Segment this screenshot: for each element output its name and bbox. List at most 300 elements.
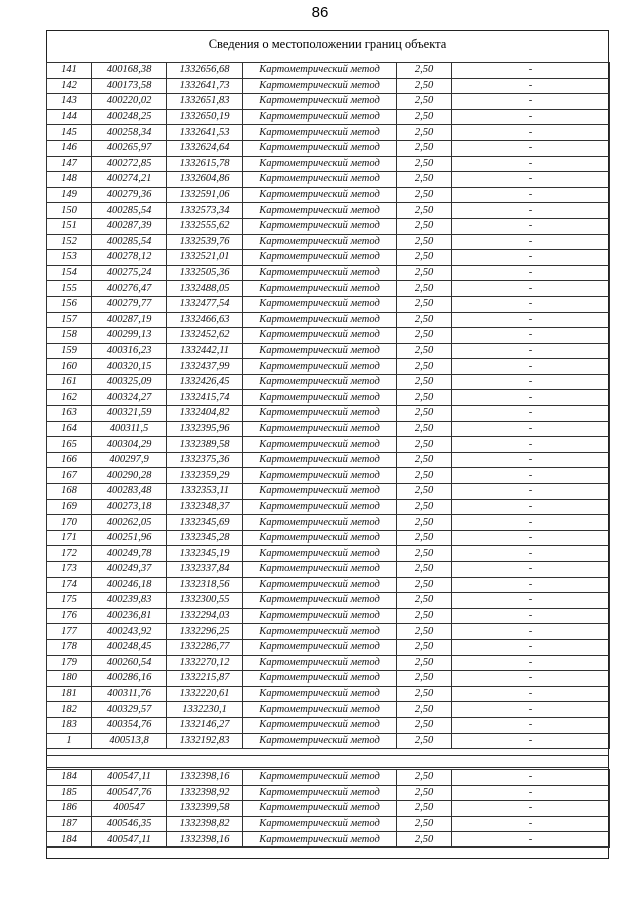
x-coordinate-cell: 400248,25 [92, 109, 167, 125]
point-number-cell: 170 [47, 515, 92, 531]
x-coordinate-cell: 400249,37 [92, 562, 167, 578]
y-coordinate-cell: 1332345,19 [167, 546, 243, 562]
accuracy-cell: 2,50 [397, 421, 452, 437]
point-number-cell: 186 [47, 801, 92, 817]
x-coordinate-cell: 400248,45 [92, 639, 167, 655]
accuracy-cell: 2,50 [397, 218, 452, 234]
method-cell: Картометрический метод [243, 608, 397, 624]
point-number-cell: 167 [47, 468, 92, 484]
accuracy-cell: 2,50 [397, 770, 452, 786]
method-cell: Картометрический метод [243, 717, 397, 733]
x-coordinate-cell: 400265,97 [92, 140, 167, 156]
table-row [47, 359, 610, 375]
table-row [47, 437, 610, 453]
table-separator-row [46, 755, 609, 768]
table-row [47, 562, 610, 578]
point-number-cell: 155 [47, 281, 92, 297]
method-cell: Картометрический метод [243, 785, 397, 801]
x-coordinate-cell: 400329,57 [92, 702, 167, 718]
table-row [47, 421, 610, 437]
table-row [47, 406, 610, 422]
table-row [47, 816, 610, 832]
description-cell: - [452, 250, 610, 266]
method-cell: Картометрический метод [243, 832, 397, 848]
description-cell: - [452, 296, 610, 312]
point-number-cell: 168 [47, 484, 92, 500]
description-cell: - [452, 702, 610, 718]
table-row [47, 546, 610, 562]
x-coordinate-cell: 400325,09 [92, 374, 167, 390]
accuracy-cell: 2,50 [397, 250, 452, 266]
description-cell: - [452, 593, 610, 609]
y-coordinate-cell: 1332389,58 [167, 437, 243, 453]
description-cell: - [452, 421, 610, 437]
table-row [47, 770, 610, 786]
point-number-cell: 184 [47, 832, 92, 848]
method-cell: Картометрический метод [243, 218, 397, 234]
point-number-cell: 174 [47, 577, 92, 593]
x-coordinate-cell: 400239,83 [92, 593, 167, 609]
description-cell: - [452, 437, 610, 453]
description-cell: - [452, 801, 610, 817]
point-number-cell: 163 [47, 406, 92, 422]
accuracy-cell: 2,50 [397, 437, 452, 453]
accuracy-cell: 2,50 [397, 187, 452, 203]
y-coordinate-cell: 1332539,76 [167, 234, 243, 250]
method-cell: Картометрический метод [243, 437, 397, 453]
table-row [47, 63, 610, 79]
point-number-cell: 142 [47, 78, 92, 94]
x-coordinate-cell: 400354,76 [92, 717, 167, 733]
accuracy-cell: 2,50 [397, 499, 452, 515]
coordinates-table [46, 62, 610, 749]
table-row [47, 785, 610, 801]
accuracy-cell: 2,50 [397, 785, 452, 801]
point-number-cell: 164 [47, 421, 92, 437]
x-coordinate-cell: 400311,76 [92, 686, 167, 702]
method-cell: Картометрический метод [243, 374, 397, 390]
y-coordinate-cell: 1332404,82 [167, 406, 243, 422]
description-cell: - [452, 172, 610, 188]
y-coordinate-cell: 1332477,54 [167, 296, 243, 312]
accuracy-cell: 2,50 [397, 343, 452, 359]
description-cell: - [452, 655, 610, 671]
accuracy-cell: 2,50 [397, 468, 452, 484]
point-number-cell: 147 [47, 156, 92, 172]
x-coordinate-cell: 400287,39 [92, 218, 167, 234]
description-cell: - [452, 484, 610, 500]
table-row [47, 468, 610, 484]
description-cell: - [452, 187, 610, 203]
x-coordinate-cell: 400272,85 [92, 156, 167, 172]
x-coordinate-cell: 400275,24 [92, 265, 167, 281]
description-cell: - [452, 546, 610, 562]
method-cell: Картометрический метод [243, 421, 397, 437]
method-cell: Картометрический метод [243, 328, 397, 344]
accuracy-cell: 2,50 [397, 281, 452, 297]
description-cell: - [452, 770, 610, 786]
y-coordinate-cell: 1332294,03 [167, 608, 243, 624]
x-coordinate-cell: 400262,05 [92, 515, 167, 531]
method-cell: Картометрический метод [243, 452, 397, 468]
y-coordinate-cell: 1332353,11 [167, 484, 243, 500]
method-cell: Картометрический метод [243, 655, 397, 671]
x-coordinate-cell: 400285,54 [92, 203, 167, 219]
table-row [47, 312, 610, 328]
x-coordinate-cell: 400547,11 [92, 832, 167, 848]
table-row [47, 234, 610, 250]
point-number-cell: 146 [47, 140, 92, 156]
table-row [47, 671, 610, 687]
y-coordinate-cell: 1332651,83 [167, 94, 243, 110]
method-cell: Картометрический метод [243, 234, 397, 250]
y-coordinate-cell: 1332399,58 [167, 801, 243, 817]
description-cell: - [452, 686, 610, 702]
y-coordinate-cell: 1332573,34 [167, 203, 243, 219]
point-number-cell: 185 [47, 785, 92, 801]
y-coordinate-cell: 1332426,45 [167, 374, 243, 390]
table-row [47, 515, 610, 531]
description-cell: - [452, 717, 610, 733]
accuracy-cell: 2,50 [397, 109, 452, 125]
y-coordinate-cell: 1332555,62 [167, 218, 243, 234]
x-coordinate-cell: 400249,78 [92, 546, 167, 562]
point-number-cell: 169 [47, 499, 92, 515]
point-number-cell: 150 [47, 203, 92, 219]
x-coordinate-cell: 400274,21 [92, 172, 167, 188]
table-row [47, 593, 610, 609]
accuracy-cell: 2,50 [397, 312, 452, 328]
accuracy-cell: 2,50 [397, 530, 452, 546]
y-coordinate-cell: 1332437,99 [167, 359, 243, 375]
method-cell: Картометрический метод [243, 546, 397, 562]
description-cell: - [452, 452, 610, 468]
description-cell: - [452, 63, 610, 79]
x-coordinate-cell: 400304,29 [92, 437, 167, 453]
description-cell: - [452, 608, 610, 624]
method-cell: Картометрический метод [243, 156, 397, 172]
table-row [47, 78, 610, 94]
method-cell: Картометрический метод [243, 686, 397, 702]
x-coordinate-cell: 400287,19 [92, 312, 167, 328]
x-coordinate-cell: 400316,23 [92, 343, 167, 359]
y-coordinate-cell: 1332395,96 [167, 421, 243, 437]
accuracy-cell: 2,50 [397, 655, 452, 671]
description-cell: - [452, 234, 610, 250]
x-coordinate-cell: 400324,27 [92, 390, 167, 406]
accuracy-cell: 2,50 [397, 562, 452, 578]
description-cell: - [452, 343, 610, 359]
y-coordinate-cell: 1332615,78 [167, 156, 243, 172]
accuracy-cell: 2,50 [397, 624, 452, 640]
y-coordinate-cell: 1332192,83 [167, 733, 243, 749]
table-row [47, 484, 610, 500]
x-coordinate-cell: 400278,12 [92, 250, 167, 266]
point-number-cell: 156 [47, 296, 92, 312]
description-cell: - [452, 639, 610, 655]
description-cell: - [452, 577, 610, 593]
x-coordinate-cell: 400243,92 [92, 624, 167, 640]
x-coordinate-cell: 400279,77 [92, 296, 167, 312]
accuracy-cell: 2,50 [397, 359, 452, 375]
method-cell: Картометрический метод [243, 702, 397, 718]
method-cell: Картометрический метод [243, 140, 397, 156]
method-cell: Картометрический метод [243, 733, 397, 749]
point-number-cell: 159 [47, 343, 92, 359]
accuracy-cell: 2,50 [397, 608, 452, 624]
x-coordinate-cell: 400236,81 [92, 608, 167, 624]
y-coordinate-cell: 1332345,28 [167, 530, 243, 546]
point-number-cell: 160 [47, 359, 92, 375]
accuracy-cell: 2,50 [397, 172, 452, 188]
point-number-cell: 166 [47, 452, 92, 468]
y-coordinate-cell: 1332359,29 [167, 468, 243, 484]
x-coordinate-cell: 400320,15 [92, 359, 167, 375]
point-number-cell: 181 [47, 686, 92, 702]
description-cell: - [452, 125, 610, 141]
point-number-cell: 161 [47, 374, 92, 390]
table-row [47, 499, 610, 515]
x-coordinate-cell: 400273,18 [92, 499, 167, 515]
accuracy-cell: 2,50 [397, 406, 452, 422]
method-cell: Картометрический метод [243, 562, 397, 578]
point-number-cell: 172 [47, 546, 92, 562]
table-row [47, 577, 610, 593]
x-coordinate-cell: 400220,02 [92, 94, 167, 110]
method-cell: Картометрический метод [243, 203, 397, 219]
point-number-cell: 171 [47, 530, 92, 546]
method-cell: Картометрический метод [243, 770, 397, 786]
y-coordinate-cell: 1332318,56 [167, 577, 243, 593]
point-number-cell: 162 [47, 390, 92, 406]
point-number-cell: 173 [47, 562, 92, 578]
y-coordinate-cell: 1332375,36 [167, 452, 243, 468]
table-row [47, 374, 610, 390]
table-row [47, 390, 610, 406]
table-row [47, 203, 610, 219]
accuracy-cell: 2,50 [397, 78, 452, 94]
method-cell: Картометрический метод [243, 296, 397, 312]
point-number-cell: 152 [47, 234, 92, 250]
description-cell: - [452, 816, 610, 832]
x-coordinate-cell: 400547 [92, 801, 167, 817]
table-row [47, 530, 610, 546]
table-row [47, 801, 610, 817]
description-cell: - [452, 515, 610, 531]
accuracy-cell: 2,50 [397, 484, 452, 500]
method-cell: Картометрический метод [243, 281, 397, 297]
table-row [47, 156, 610, 172]
description-cell: - [452, 406, 610, 422]
table-row [47, 624, 610, 640]
point-number-cell: 184 [47, 770, 92, 786]
description-cell: - [452, 140, 610, 156]
y-coordinate-cell: 1332398,16 [167, 770, 243, 786]
method-cell: Картометрический метод [243, 468, 397, 484]
description-cell: - [452, 156, 610, 172]
accuracy-cell: 2,50 [397, 702, 452, 718]
accuracy-cell: 2,50 [397, 671, 452, 687]
table-title: Сведения о местоположении границ объекта [208, 37, 447, 51]
description-cell: - [452, 390, 610, 406]
accuracy-cell: 2,50 [397, 63, 452, 79]
method-cell: Картометрический метод [243, 593, 397, 609]
table-row [47, 655, 610, 671]
point-number-cell: 180 [47, 671, 92, 687]
x-coordinate-cell: 400260,54 [92, 655, 167, 671]
table-row [47, 686, 610, 702]
table-row [47, 328, 610, 344]
accuracy-cell: 2,50 [397, 832, 452, 848]
table-row [47, 639, 610, 655]
accuracy-cell: 2,50 [397, 577, 452, 593]
y-coordinate-cell: 1332505,36 [167, 265, 243, 281]
description-cell: - [452, 328, 610, 344]
method-cell: Картометрический метод [243, 109, 397, 125]
y-coordinate-cell: 1332442,11 [167, 343, 243, 359]
x-coordinate-cell: 400285,54 [92, 234, 167, 250]
x-coordinate-cell: 400168,38 [92, 63, 167, 79]
accuracy-cell: 2,50 [397, 452, 452, 468]
x-coordinate-cell: 400251,96 [92, 530, 167, 546]
description-cell: - [452, 94, 610, 110]
description-cell: - [452, 468, 610, 484]
method-cell: Картометрический метод [243, 265, 397, 281]
y-coordinate-cell: 1332604,86 [167, 172, 243, 188]
description-cell: - [452, 78, 610, 94]
table-row [47, 281, 610, 297]
x-coordinate-cell: 400279,36 [92, 187, 167, 203]
accuracy-cell: 2,50 [397, 234, 452, 250]
y-coordinate-cell: 1332300,55 [167, 593, 243, 609]
method-cell: Картометрический метод [243, 359, 397, 375]
point-number-cell: 177 [47, 624, 92, 640]
y-coordinate-cell: 1332466,63 [167, 312, 243, 328]
accuracy-cell: 2,50 [397, 733, 452, 749]
description-cell: - [452, 733, 610, 749]
y-coordinate-cell: 1332398,92 [167, 785, 243, 801]
y-coordinate-cell: 1332624,64 [167, 140, 243, 156]
method-cell: Картометрический метод [243, 250, 397, 266]
table-row [47, 702, 610, 718]
point-number-cell: 148 [47, 172, 92, 188]
method-cell: Картометрический метод [243, 94, 397, 110]
x-coordinate-cell: 400299,13 [92, 328, 167, 344]
point-number-cell: 151 [47, 218, 92, 234]
table-row [47, 608, 610, 624]
accuracy-cell: 2,50 [397, 203, 452, 219]
x-coordinate-cell: 400290,28 [92, 468, 167, 484]
method-cell: Картометрический метод [243, 63, 397, 79]
y-coordinate-cell: 1332415,74 [167, 390, 243, 406]
description-cell: - [452, 499, 610, 515]
accuracy-cell: 2,50 [397, 801, 452, 817]
table-row [47, 218, 610, 234]
table-row [47, 452, 610, 468]
description-cell: - [452, 530, 610, 546]
method-cell: Картометрический метод [243, 577, 397, 593]
accuracy-cell: 2,50 [397, 546, 452, 562]
point-number-cell: 145 [47, 125, 92, 141]
table-row [47, 733, 610, 749]
method-cell: Картометрический метод [243, 406, 397, 422]
accuracy-cell: 2,50 [397, 296, 452, 312]
accuracy-cell: 2,50 [397, 717, 452, 733]
point-number-cell: 154 [47, 265, 92, 281]
description-cell: - [452, 562, 610, 578]
table-row [47, 140, 610, 156]
y-coordinate-cell: 1332337,84 [167, 562, 243, 578]
description-cell: - [452, 624, 610, 640]
table-row [47, 343, 610, 359]
table-bottom-rule [46, 846, 609, 847]
x-coordinate-cell: 400246,18 [92, 577, 167, 593]
y-coordinate-cell: 1332521,01 [167, 250, 243, 266]
point-number-cell: 157 [47, 312, 92, 328]
y-coordinate-cell: 1332146,27 [167, 717, 243, 733]
accuracy-cell: 2,50 [397, 94, 452, 110]
y-coordinate-cell: 1332398,82 [167, 816, 243, 832]
table-row [47, 172, 610, 188]
method-cell: Картометрический метод [243, 499, 397, 515]
description-cell: - [452, 785, 610, 801]
accuracy-cell: 2,50 [397, 639, 452, 655]
method-cell: Картометрический метод [243, 816, 397, 832]
x-coordinate-cell: 400311,5 [92, 421, 167, 437]
accuracy-cell: 2,50 [397, 515, 452, 531]
x-coordinate-cell: 400321,59 [92, 406, 167, 422]
y-coordinate-cell: 1332452,62 [167, 328, 243, 344]
accuracy-cell: 2,50 [397, 686, 452, 702]
accuracy-cell: 2,50 [397, 156, 452, 172]
description-cell: - [452, 203, 610, 219]
point-number-cell: 165 [47, 437, 92, 453]
description-cell: - [452, 832, 610, 848]
description-cell: - [452, 218, 610, 234]
y-coordinate-cell: 1332270,12 [167, 655, 243, 671]
table-row [47, 109, 610, 125]
method-cell: Картометрический метод [243, 530, 397, 546]
accuracy-cell: 2,50 [397, 125, 452, 141]
point-number-cell: 176 [47, 608, 92, 624]
accuracy-cell: 2,50 [397, 593, 452, 609]
method-cell: Картометрический метод [243, 343, 397, 359]
x-coordinate-cell: 400283,48 [92, 484, 167, 500]
x-coordinate-cell: 400297,9 [92, 452, 167, 468]
method-cell: Картометрический метод [243, 390, 397, 406]
accuracy-cell: 2,50 [397, 328, 452, 344]
x-coordinate-cell: 400547,76 [92, 785, 167, 801]
description-cell: - [452, 312, 610, 328]
point-number-cell: 187 [47, 816, 92, 832]
y-coordinate-cell: 1332488,05 [167, 281, 243, 297]
point-number-cell: 144 [47, 109, 92, 125]
x-coordinate-cell: 400546,35 [92, 816, 167, 832]
point-number-cell: 175 [47, 593, 92, 609]
table-row [47, 94, 610, 110]
y-coordinate-cell: 1332296,25 [167, 624, 243, 640]
method-cell: Картометрический метод [243, 125, 397, 141]
accuracy-cell: 2,50 [397, 390, 452, 406]
point-number-cell: 182 [47, 702, 92, 718]
method-cell: Картометрический метод [243, 78, 397, 94]
description-cell: - [452, 671, 610, 687]
page-number: 86 [311, 4, 329, 21]
point-number-cell: 178 [47, 639, 92, 655]
y-coordinate-cell: 1332348,37 [167, 499, 243, 515]
x-coordinate-cell: 400276,47 [92, 281, 167, 297]
method-cell: Картометрический метод [243, 624, 397, 640]
